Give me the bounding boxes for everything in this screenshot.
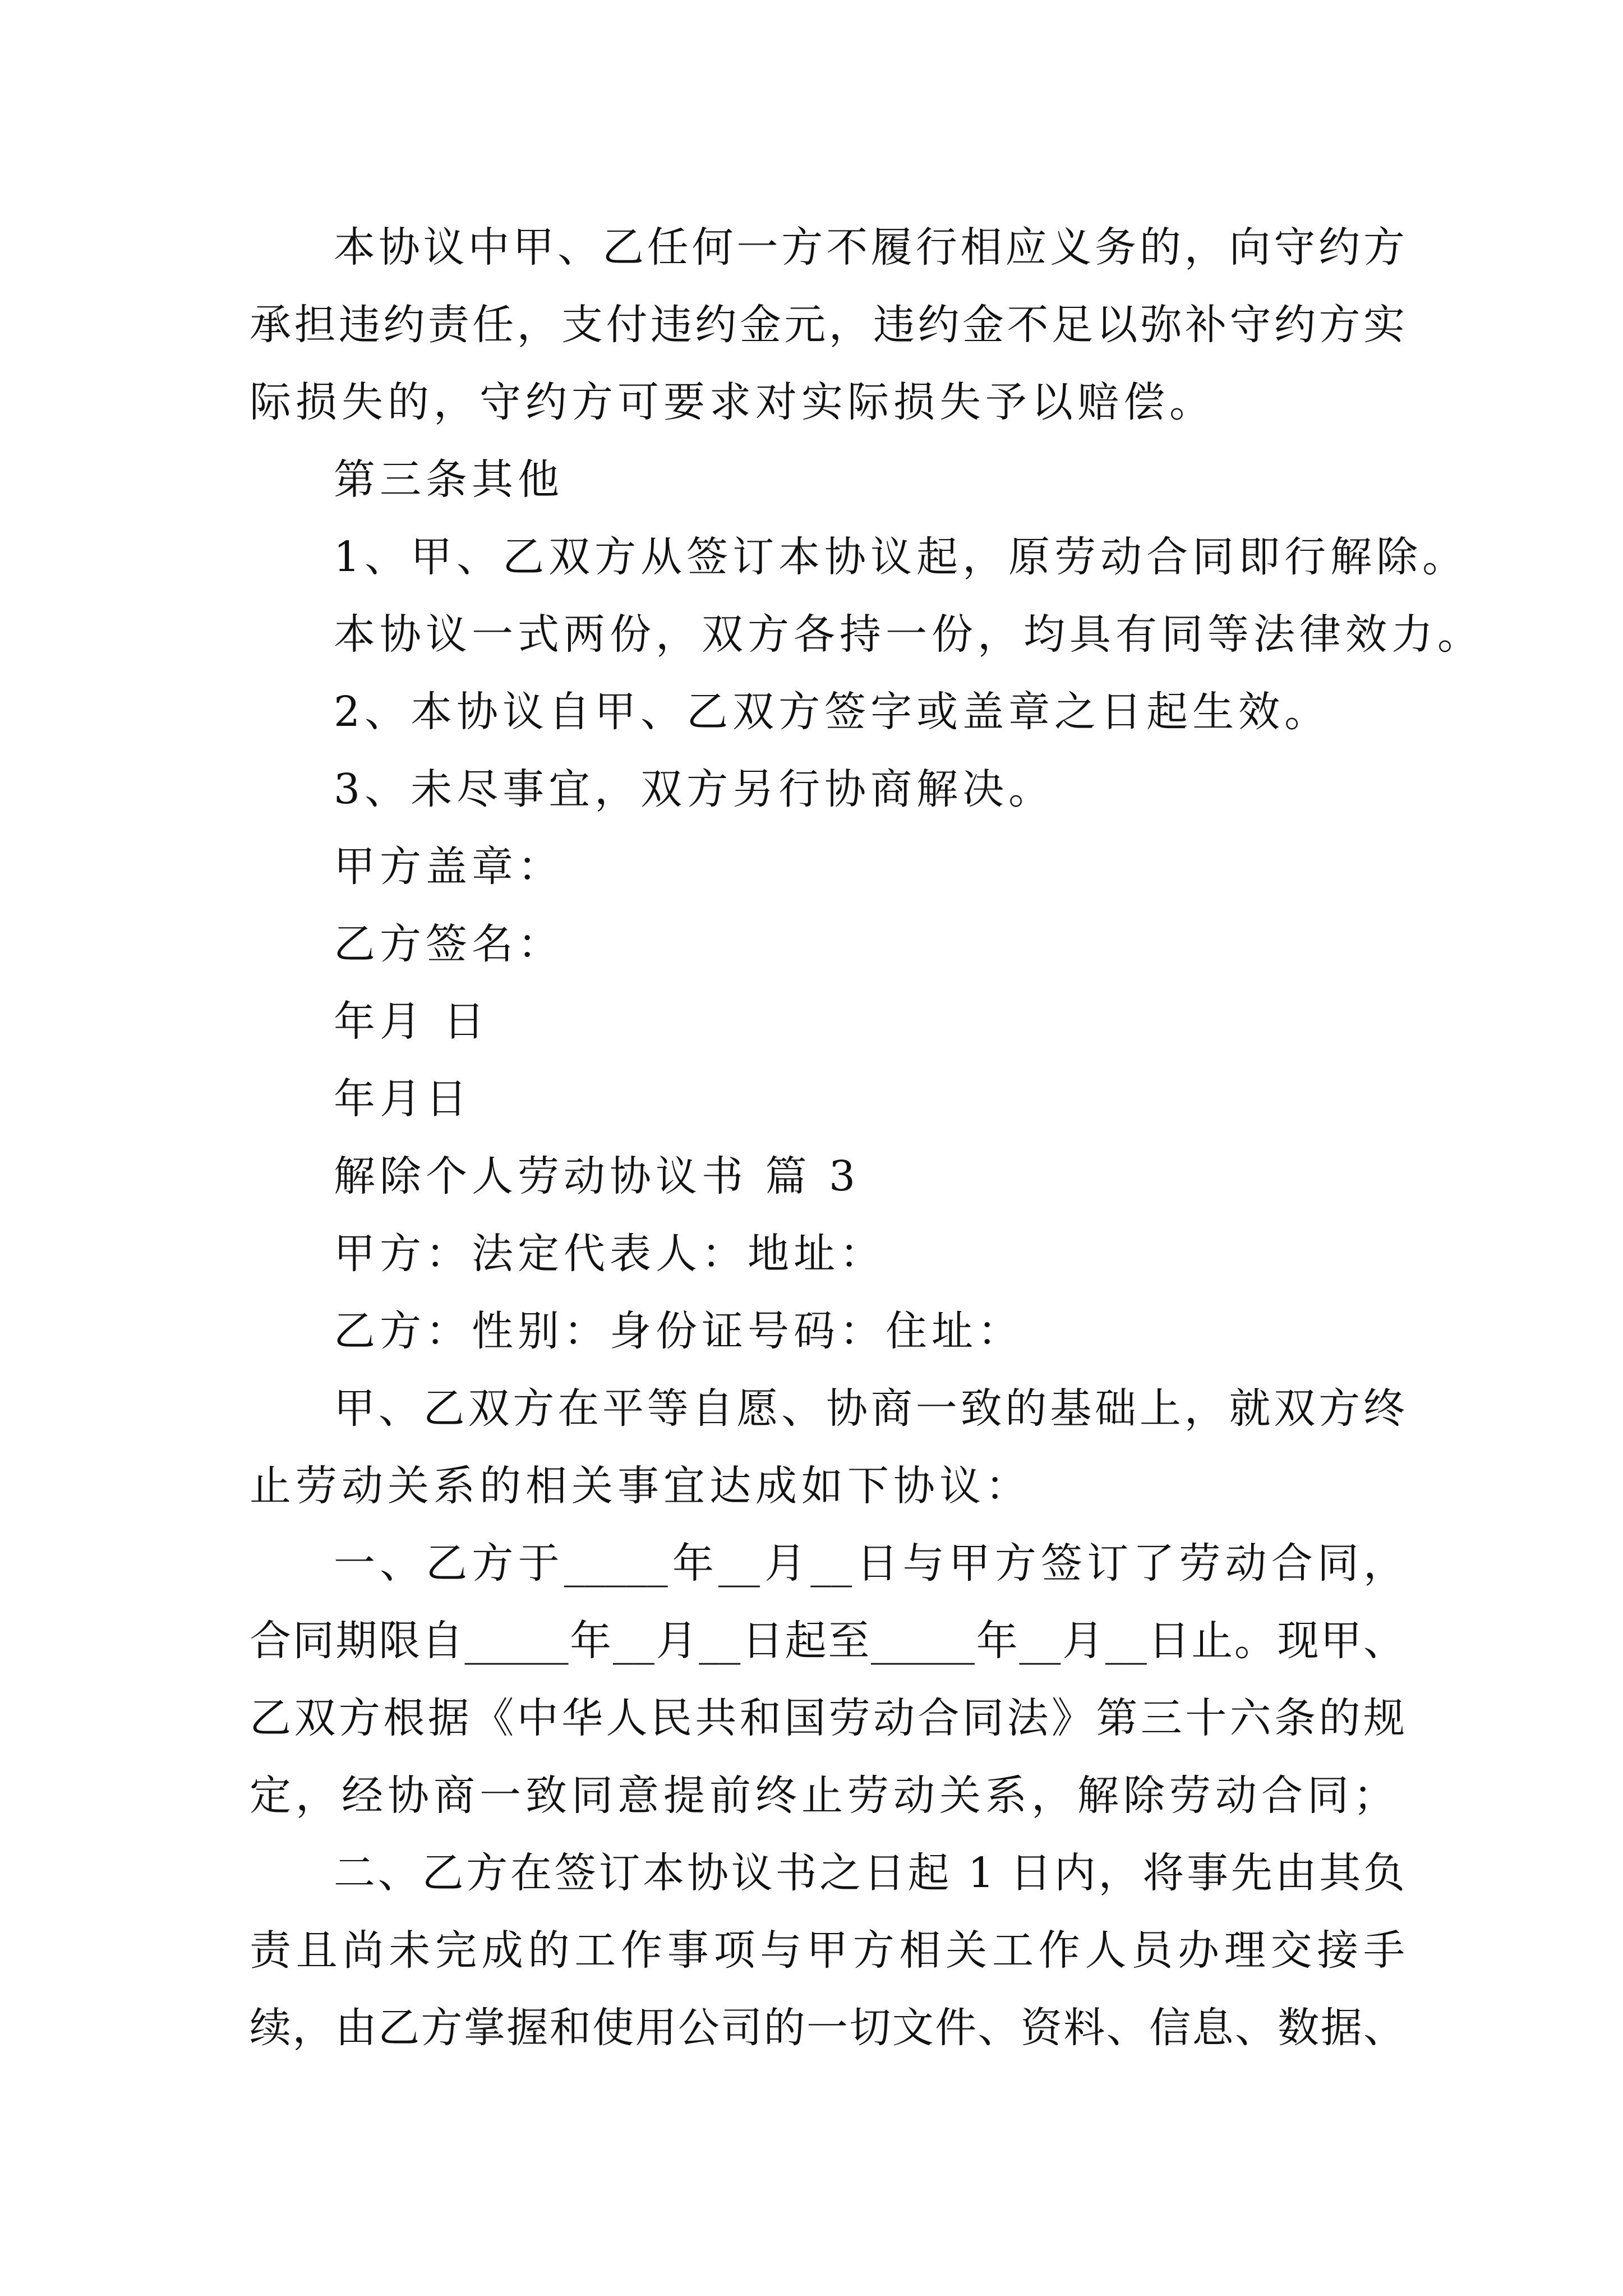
paragraph-line: 二、乙方在签订本协议书之日起 1 日内，将事先由其负 <box>334 1849 1405 1897</box>
clause-line: 1、甲、乙双方从签订本协议起，原劳动合同即行解除。 <box>334 533 1469 581</box>
paragraph-line: 乙双方根据《中华人民共和国劳动合同法》第三十六条的规 <box>250 1694 1405 1742</box>
agreement-title: 解除个人劳动协议书 篇 3 <box>334 1152 860 1200</box>
party-a-info: 甲方：法定代表人：地址： <box>334 1230 886 1278</box>
paragraph-line: 续，由乙方掌握和使用公司的一切文件、资料、信息、数据、 <box>250 2004 1405 2052</box>
section-heading: 第三条其他 <box>334 455 564 504</box>
paragraph-line: 本协议中甲、乙任何一方不履行相应义务的，向守约方 <box>334 223 1405 272</box>
clause-line: 3、未尽事宜，双方另行协商解决。 <box>334 765 1055 813</box>
paragraph-line: 合同期限自_____年__月__日起至_____年__月__日止。现甲、 <box>250 1617 1405 1665</box>
paragraph-line: 际损失的，守约方可要求对实际损失予以赔偿。 <box>250 378 1215 426</box>
paragraph-line: 止劳动关系的相关事宜达成如下协议： <box>250 1462 1031 1510</box>
date-line: 年月 日 <box>334 997 490 1046</box>
document-body <box>250 209 1483 2067</box>
paragraph-line: 责且尚未完成的工作事项与甲方相关工作人员办理交接手 <box>250 1926 1405 1975</box>
paragraph-line: 甲、乙双方在平等自愿、协商一致的基础上，就双方终 <box>334 1384 1405 1433</box>
party-a-seal-label: 甲方盖章： <box>334 843 564 891</box>
paragraph-line: 一、乙方于_____年__月__日与甲方签订了劳动合同， <box>334 1539 1405 1588</box>
party-b-info: 乙方：性别：身份证号码：住址： <box>334 1307 1023 1355</box>
party-b-signature-label: 乙方签名： <box>334 920 564 968</box>
paragraph-line: 承担违约责任，支付违约金元，违约金不足以弥补守约方实 <box>250 301 1405 349</box>
clause-line: 2、本协议自甲、乙双方签字或盖章之日起生效。 <box>334 688 1331 736</box>
paragraph-line: 定，经协商一致同意提前终止劳动关系，解除劳动合同； <box>250 1772 1399 1820</box>
date-line: 年月日 <box>334 1075 472 1123</box>
clause-line: 本协议一式两份，双方各持一份，均具有同等法律效力。 <box>334 610 1483 659</box>
